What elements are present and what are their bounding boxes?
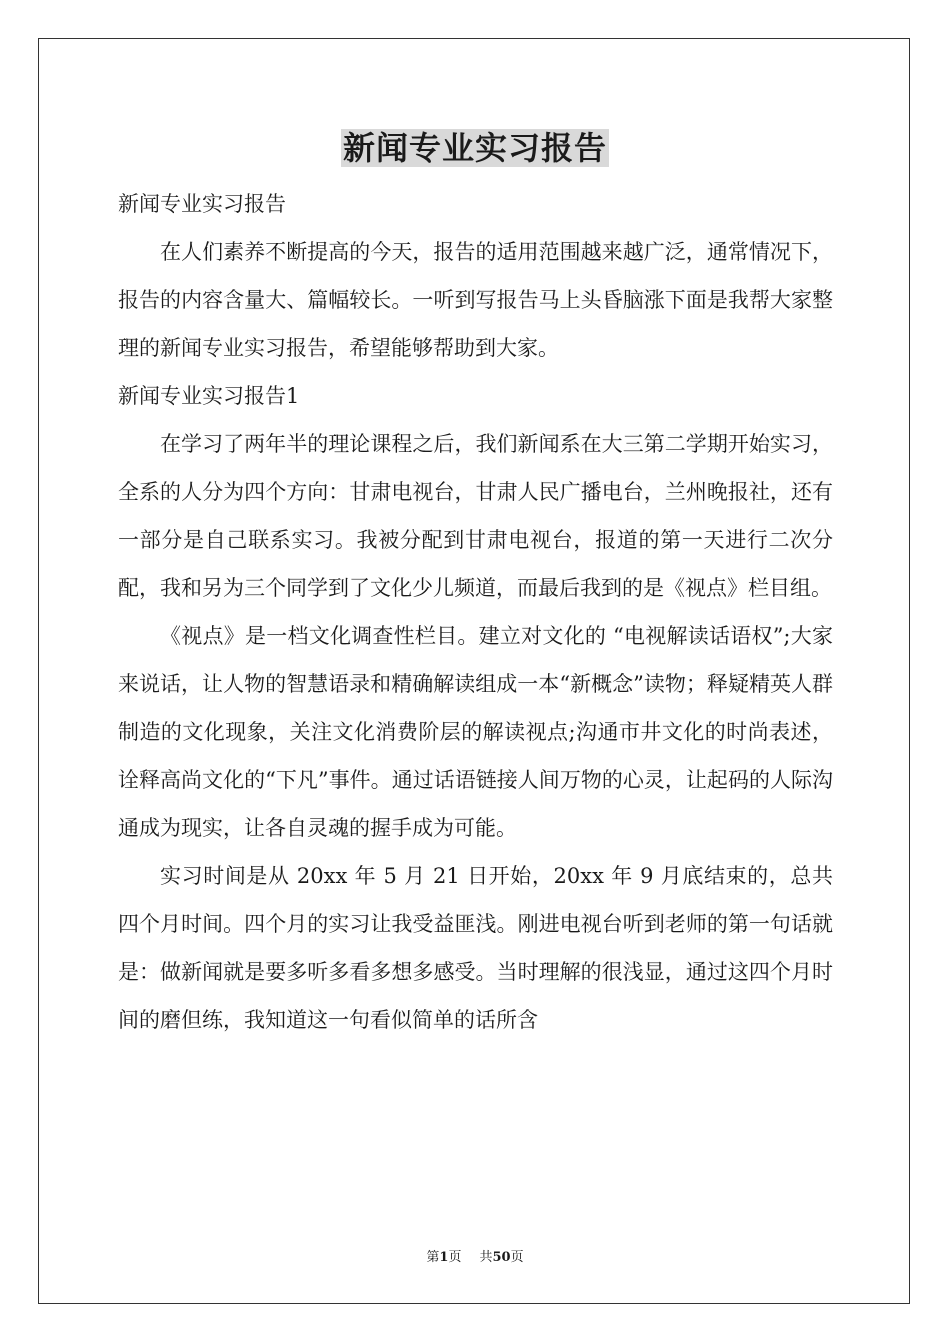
page-current-number: 1 — [439, 1250, 449, 1265]
intro-paragraph: 在人们素养不断提高的今天，报告的适用范围越来越广泛，通常情况下，报告的内容含量大、篇幅较长。一听到写报告马上头昏脑涨下面是我帮大家整理的新闻专业实习报告，希望能够帮助到大家。 — [118, 240, 833, 360]
total-prefix: 共 — [479, 1250, 493, 1265]
total-suffix: 页 — [510, 1250, 524, 1265]
page-prefix: 第 — [426, 1250, 440, 1265]
subtitle-line: 新闻专业实习报告 — [118, 192, 286, 216]
body-paragraph: 《视点》是一档文化调查性栏目。建立对文化的 “电视解读话语权”;大家来说话，让人物的智慧语录和精确解读组成一本“新概念”读物；释疑精英人群制造的文化现象，关注文化消费阶层的解读视点;沟通市井文化的时尚表述，诠释高尚文化的“下凡”事件。通过话语链接人间万物的心灵，让起码的人际沟通成为现实，让各自灵魂的握手成为可能。 — [118, 624, 833, 840]
section-heading: 新闻专业实习报告1 — [118, 384, 300, 408]
body-paragraph: 在学习了两年半的理论课程之后，我们新闻系在大三第二学期开始实习，全系的人分为四个方向：甘肃电视台，甘肃人民广播电台，兰州晚报社，还有一部分是自己联系实习。我被分配到甘肃电视台，报道的第一天进行二次分配，我和另为三个同学到了文化少儿频道，而最后我到的是《视点》栏目组。 — [118, 432, 833, 600]
page-suffix: 页 — [448, 1250, 462, 1265]
page-total-number: 50 — [492, 1250, 511, 1265]
document-title-text: 新闻专业实习报告 — [342, 129, 607, 167]
body-paragraph: 实习时间是从 20xx 年 5 月 21 日开始，20xx 年 9 月底结束的，总共四个月时间。四个月的实习让我受益匪浅。刚进电视台听到老师的第一句话就是：做新闻就是要多听多看多想多感受。当时理解的很浅显，通过这四个月时间的磨但练，我知道这一句看似简单的话所含 — [118, 864, 833, 1032]
page-footer — [0, 1246, 950, 1265]
document-title — [0, 126, 950, 170]
document-body — [118, 180, 833, 1044]
